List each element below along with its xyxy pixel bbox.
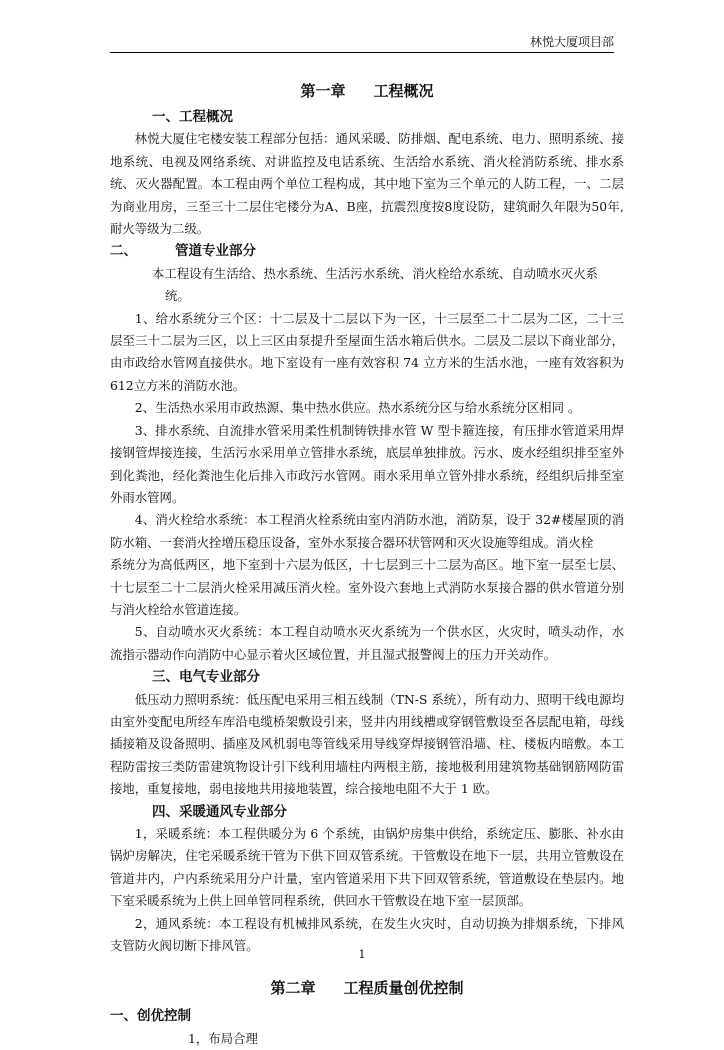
hot-water-paragraph: 2、生活热水采用市政热源、集中热水供应。热水系统分区与给水系统分区相同 。 (134, 400, 581, 416)
sprinkler-paragraph: 5、自动喷水灭火系统：本工程自动喷水灭火系统为一个供水区，火灾时，喷头动作，水流指示器动作向消防中心显示着火区域位置，并且湿式报警阀上的压力开关动作。 (110, 624, 624, 662)
chapter-2-number: 第二章 (270, 979, 316, 998)
drainage-paragraph: 3、排水系统、自流排水管采用柔性机制铸铁排水管 W 型卡箍连接，有压排水管道采用焊接钢管焊接连接，生活污水采用单立管排水系统，底层单独排放。污水、废水经组织排至室外到化粪池，经化粪池生化后排入市政污水管网。雨水采用单立管外排水系统，经组织后排至室外雨水管网。 (110, 422, 624, 505)
layout-item: 1，布局合理 (188, 1030, 258, 1046)
page-number: 1 (358, 948, 366, 961)
document-body (110, 60, 624, 1050)
section-2-intro-line2: 统。 (165, 288, 190, 304)
ventilation-paragraph: 2，通风系统：本工程设有机械排风系统，在发生火灾时，自动切换为排烟系统，下排风支管防火阀切断下排风管。 (110, 915, 624, 954)
section-2-title: 管道专业部分 (175, 243, 256, 260)
section-1-paragraph: 林悦大厦住宅楼安装工程部分包括：通风采暖、防排烟、配电系统、电力、照明系统、接地系统、电视及网络系统、对讲监控及电话系统、生活给水系统、消火栓消防系统、排水系统、灭火器配置。本工程由两个单位工程构成，其中地下室为三个单元的人防工程，一、二层为商业用房，三至三十二层住宅楼分为A、B座，抗震烈度按8度设防，建筑耐久年限为50年,耐火等级为二级。 (110, 131, 624, 237)
chapter-2-title (110, 977, 624, 999)
section-2-number: 二、 (110, 243, 137, 260)
water-supply-paragraph: 1、给水系统分三个区：十二层及十二层以下为一区，十三层至二十二层为二区，二十三层至三十二层为三区，以上三区由泵提升至屋面生活水箱后供水。二层及二层以下商业部分，由市政给水管网直接供水。地下室设有一座有效容积 74 立方米的生活水池，一座有效容积为612立方米的消防水池。 (110, 310, 624, 393)
heating-paragraph: 1，采暖系统：本工程供暖分为 6 个系统，由锅炉房集中供给，系统定压、膨胀、补水由锅炉房解决，住宅采暖系统干管为下供下回双管系统。干管敷设在地下一层，共用立管敷设在管道井内，户内系统采用分户计量，室内管道采用下共下回双管系统，管道敷设在垫层内。地下室采暖系统为上供上回单管同程系统，供回水干管敷设在地下室一层顶部。 (110, 826, 624, 909)
hydrant-paragraph-b: 系统分为高低两区，地下室到十六层为低区，十七层到三十二层为高区。地下室一层至七层、十七层至二十二层消火栓采用减压消火栓。室外设六套地上式消防水泵接合器的供水管道分别与消火栓给水管道连接。 (110, 557, 624, 617)
section-2-heading (110, 240, 624, 262)
chapter-1-title (110, 80, 624, 102)
section-3-heading: 三、电气专业部分 (152, 669, 260, 686)
section-4-heading: 四、采暖通风专业部分 (152, 803, 287, 820)
section-2-intro-line1: 本工程设有生活给、热水系统、生活污水系统、消火栓给水系统、自动喷水灭火系 (152, 265, 599, 281)
chapter-2-section-1-heading: 一、创优控制 (110, 1008, 191, 1025)
header-project-name: 林悦大厦项目部 (529, 35, 614, 49)
section-2-intro (110, 263, 624, 308)
chapter-1-name: 工程概况 (373, 82, 434, 100)
chapter-1-number: 第一章 (300, 82, 346, 100)
chapter-2-name: 工程质量创优控制 (343, 979, 464, 998)
page-header (110, 34, 614, 53)
section-1-heading: 一、工程概况 (152, 109, 233, 125)
hydrant-paragraph-a: 4、消火栓给水系统：本工程消火栓系统由室内消防水池，消防泵，设于 32#楼屋顶的消防水箱、一套消火拴增压稳压设备，室外水泵接合器环状管网和灭火设施等组成。消火栓 (110, 512, 624, 550)
electrical-paragraph: 低压动力照明系统：低压配电采用三相五线制（TN-S 系统），所有动力、照明干线电源均由室外变配电所经车库沿电缆桥架敷设引来，竖井内用线槽或穿钢管敷设至各层配电箱，母线插接箱及设备照明、插座及风机弱电等管线采用导线穿焊接钢管沿墙、柱、楼板内暗敷。本工程防雷按三类防雷建筑物设计引下线利用墙柱内两根主筋，接地极利用建筑物基础钢筋网防雷接地，重复接地，弱电接地共用接地装置，综合接地电阻不大于 1 欧。 (110, 691, 624, 797)
